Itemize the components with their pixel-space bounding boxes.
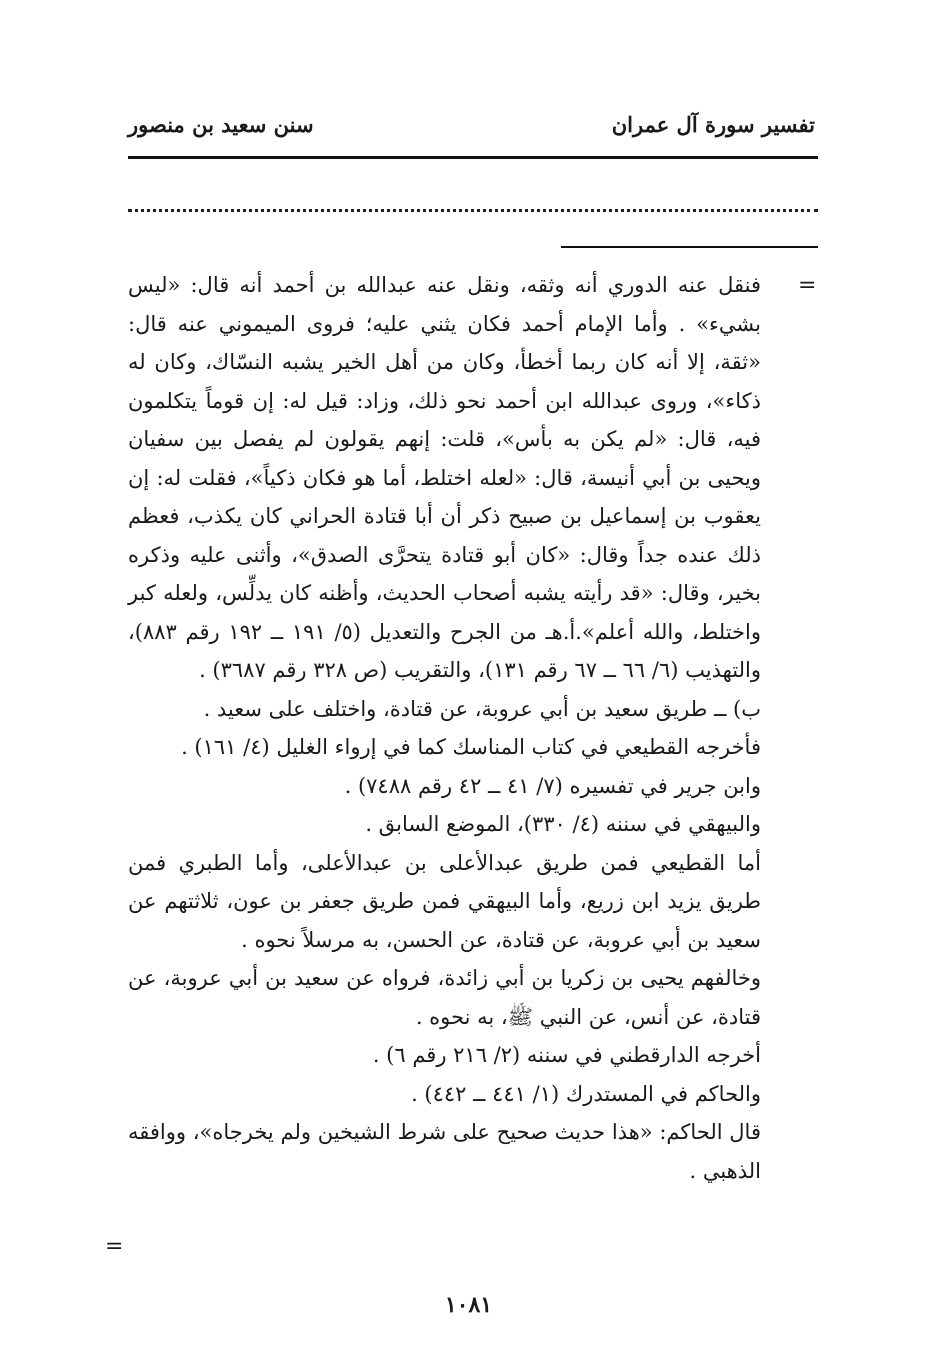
paragraph: وابن جرير في تفسيره (٧/ ٤١ ــ ٤٢ رقم ٧٤٨٨) . [344, 773, 761, 798]
continuation-mark-bottom: = [105, 1234, 124, 1259]
book-title: سنن سعيد بن منصور [128, 112, 314, 137]
footnote-body [128, 266, 761, 1190]
paragraph: ب) ــ طريق سعيد بن أبي عروبة، عن قتادة، واختلف على سعيد . [203, 696, 761, 721]
page-number: ١٠٨١ [444, 1292, 493, 1318]
paragraph: فنقل عنه الدوري أنه وثقه، ونقل عنه عبدالله بن أحمد أنه قال: «ليس بشيء» . وأما الإمام أحمد فكان يثني عليه؛ فروى الميموني عنه قال: «ثقة، إلا أنه كان ربما أخطأ، وكان من أهل الخير يشبه النسّاك، وكان له ذكاء»، وروى عبدالله ابن أحمد نحو ذلك، وزاد: قيل له: إن قوماً يتكلمون فيه، قال: «لم يكن به بأس»، قلت: إنهم يقولون لم يفصل بين سفيان ويحيى بن أبي أنيسة، قال: «لعله اختلط، أما هو فكان ذكياً»، فقلت له: إن يعقوب بن إسماعيل بن صبيح ذكر أن أبا قتادة الحراني كان يكذب، فعظم ذلك عنده جداً وقال: «كان أبو قتادة يتحرَّى الصدق»، وأثنى عليه وذكره بخير، وقال: «قد رأيته يشبه أصحاب الحديث، وأظنه كان يدلِّس، ولعله كبر واختلط، والله أعلم».أ.هـ من الجرح والتعديل (٥/ ١٩١ ــ ١٩٢ رقم ٨٨٣)، والتهذيب (٦/ ٦٦ ــ ٦٧ رقم ١٣١)، والتقريب (ص ٣٢٨ رقم ٣٦٨٧) . [128, 273, 761, 682]
paragraph: أما القطيعي فمن طريق عبدالأعلى بن عبدالأعلى، وأما الطبري فمن طريق يزيد ابن زريع، وأما البيهقي فمن طريق جعفر بن عون، ثلاثتهم عن سعيد بن أبي عروبة، عن قتادة، عن الحسن، به مرسلاً نحوه . [128, 850, 761, 952]
paragraph: قال الحاكم: «هذا حديث صحيح على شرط الشيخين ولم يخرجاه»، ووافقه الذهبي . [128, 1120, 761, 1183]
chapter-title: تفسير سورة آل عمران [611, 112, 815, 137]
header-rule [128, 156, 818, 159]
dotted-separator [128, 209, 818, 212]
paragraph: والبيهقي في سننه (٤/ ٣٣٠)، الموضع السابق . [365, 812, 761, 836]
paragraph: والحاكم في المستدرك (١/ ٤٤١ ــ ٤٤٢) . [411, 1081, 761, 1106]
running-header [128, 112, 815, 152]
paragraph: وخالفهم يحيى بن زكريا بن أبي زائدة، فرواه عن سعيد بن أبي عروبة، عن قتادة، عن أنس، عن النبي ﷺ، به نحوه . [128, 966, 761, 1029]
paragraph: فأخرجه القطيعي في كتاب المناسك كما في إرواء الغليل (٤/ ١٦١) . [181, 735, 761, 759]
footnote-rule [561, 246, 818, 248]
continuation-mark-top: = [798, 273, 817, 298]
paragraph: أخرجه الدارقطني في سننه (٢/ ٢١٦ رقم ٦) . [372, 1043, 761, 1067]
